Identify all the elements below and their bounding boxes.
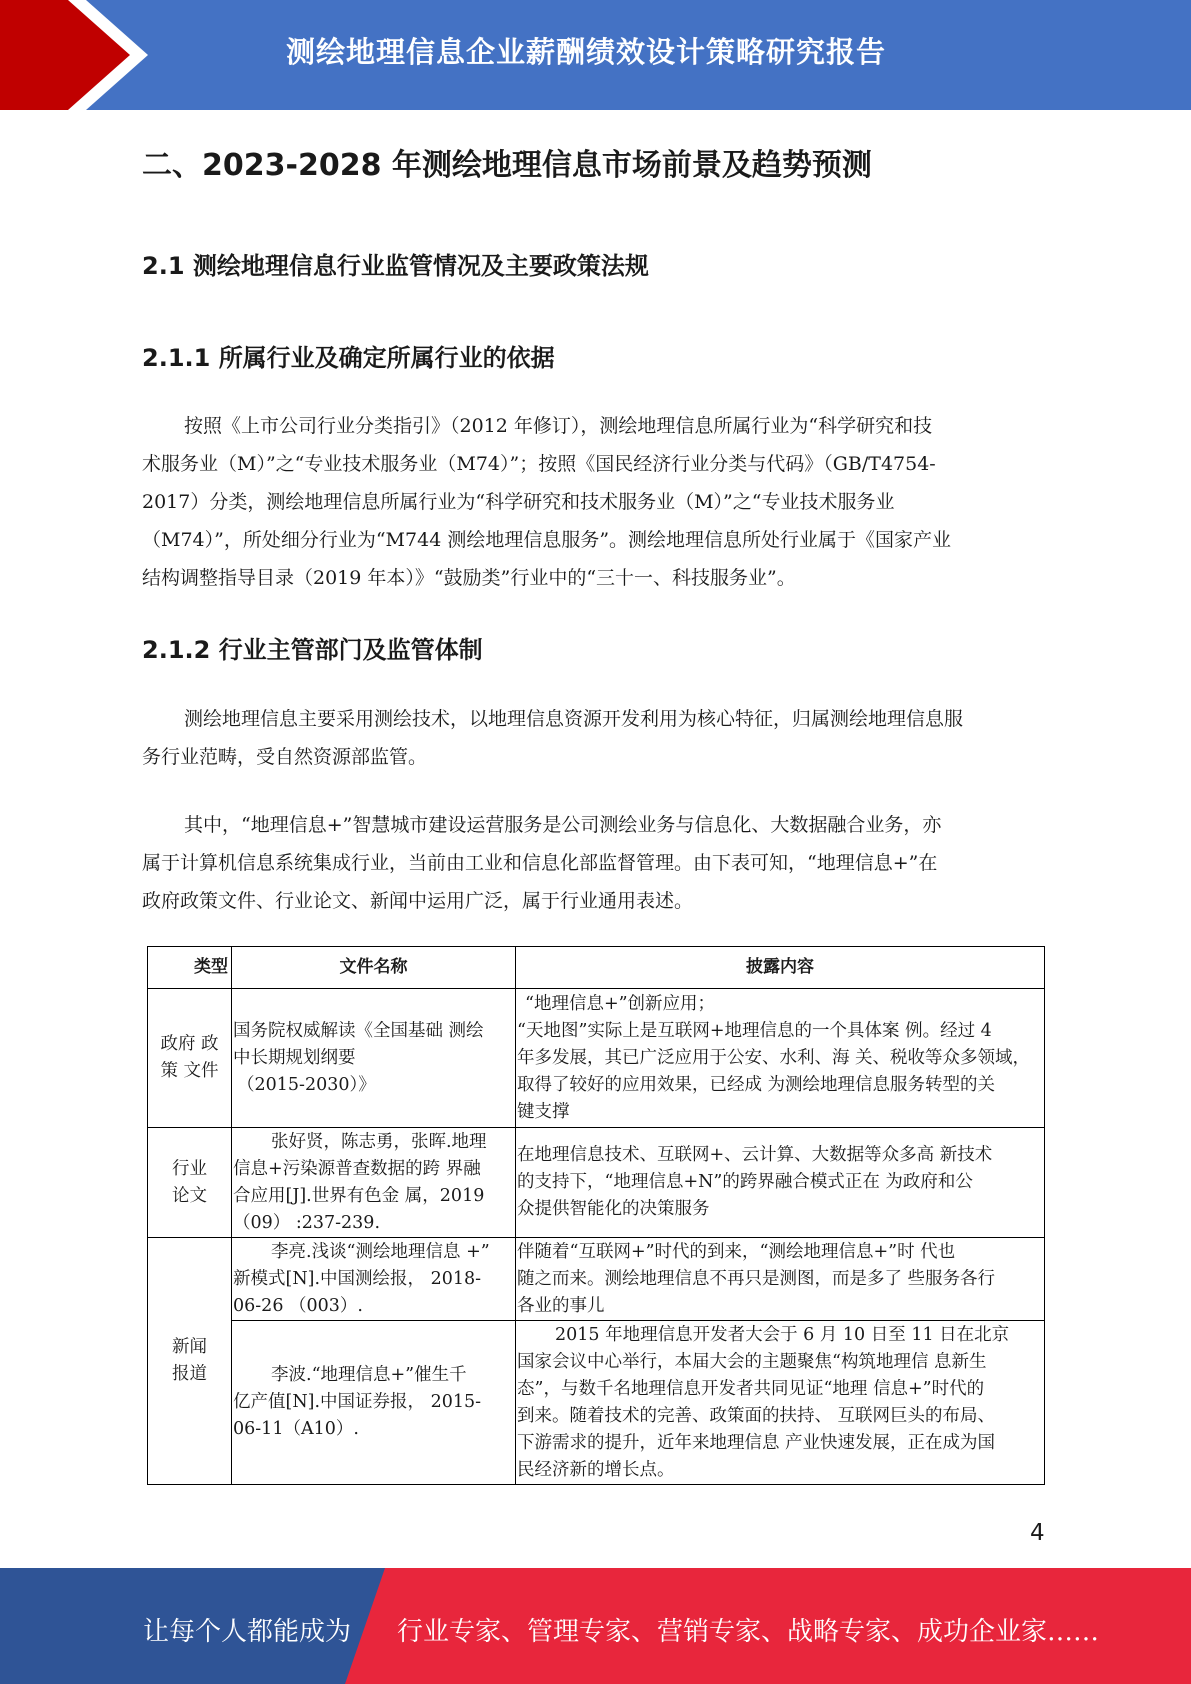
section-heading-2-1-2: 2.1.2 行业主管部门及监管体制	[142, 636, 483, 664]
footer-slogan-left: 让每个人都能成为	[143, 1617, 352, 1647]
cell-line: “地理信息+”创新应用；	[525, 993, 716, 1014]
cell-line: 信息+污染源普查数据的跨 界融	[233, 1158, 481, 1179]
paragraph-line: 其中，“地理信息+”智慧城市建设运营服务是公司测绘业务与信息化、大数据融合业务，亦	[184, 814, 942, 836]
footer-slogan-right: 行业专家、管理专家、营销专家、战略专家、成功企业家……	[397, 1617, 1100, 1647]
report-header	[0, 0, 1191, 110]
cell-line: （2015-2030）》	[237, 1074, 376, 1095]
paragraph-line: 按照《上市公司行业分类指引》（2012 年修订），测绘地理信息所属行业为“科学研究和技	[184, 415, 933, 437]
page-number: 4	[1030, 1520, 1045, 1546]
cell-line: 众提供智能化的决策服务	[517, 1199, 710, 1219]
paragraph-line: 务行业范畴，受自然资源部监管。	[142, 746, 428, 768]
table-row	[148, 989, 1045, 1128]
chapter-heading: 二、2023-2028 年测绘地理信息市场前景及趋势预测	[142, 148, 872, 183]
cell-line: 到来。随着技术的完善、政策面的扶持、 互联网巨头的布局、	[517, 1405, 996, 1426]
cell-line: 合应用[J].世界有色金 属，2019	[233, 1185, 485, 1206]
cell-line: 报道	[172, 1364, 207, 1384]
cell-line: 新闻	[172, 1337, 207, 1357]
paragraph-line: 结构调整指导目录（2019 年本）》“鼓励类”行业中的“三十一、科技服务业”。	[142, 567, 796, 589]
cell-line: 新模式[N].中国测绘报， 2018-	[233, 1268, 482, 1289]
paragraph-line: 政府政策文件、行业论文、新闻中运用广泛，属于行业通用表述。	[142, 890, 694, 912]
cell-line: 的支持下，“地理信息+N”的跨界融合模式正在 为政府和公	[517, 1172, 973, 1192]
paragraph-line: 2017）分类，测绘地理信息所属行业为“科学研究和技术服务业（M）”之“专业技术服务业	[142, 491, 895, 513]
section-heading-2-1-1: 2.1.1 所属行业及确定所属行业的依据	[142, 344, 555, 372]
table-cell-type	[148, 1238, 232, 1485]
cell-line: 李波.“地理信息+”催生千	[271, 1365, 467, 1385]
cell-line: 年多发展，其已广泛应用于公安、水利、海 关、税收等众多领域，	[517, 1047, 1031, 1068]
cell-line: 态”，与数千名地理信息开发者共同见证“地理 信息+”时代的	[517, 1378, 985, 1399]
table-row	[148, 1321, 1045, 1485]
table-cell-type	[148, 989, 232, 1128]
cell-line: 李亮.浅谈“测绘地理信息 +”	[271, 1241, 490, 1262]
table-row	[148, 1238, 1045, 1321]
table-header-row	[148, 947, 1045, 989]
report-footer	[0, 1568, 1191, 1684]
section-heading-2-1: 2.1 测绘地理信息行业监管情况及主要政策法规	[142, 252, 649, 280]
cell-line: 张好贤，陈志勇，张晖.地理	[271, 1131, 487, 1152]
cell-line: 2015 年地理信息开发者大会于 6 月 10 日至 11 日在北京	[555, 1324, 1010, 1345]
cell-line: 取得了较好的应用效果，已经成 为测绘地理信息服务转型的关	[517, 1074, 996, 1095]
supervision-paragraph	[142, 700, 1046, 776]
paragraph-line: （M74）”，所处细分行业为“M744 测绘地理信息服务”。测绘地理信息所处行业属于《国家产业	[142, 529, 952, 551]
geo-info-plus-paragraph	[142, 806, 1046, 920]
report-title: 测绘地理信息企业薪酬绩效设计策略研究报告	[286, 35, 887, 69]
cell-line: 中长期规划纲要	[233, 1047, 356, 1068]
paragraph-line: 术服务业（M）”之“专业技术服务业（M74）”；按照《国民经济行业分类与代码》（GB/T4754-	[142, 453, 936, 475]
table-cell-doc	[232, 1238, 516, 1321]
table-cell-type	[148, 1128, 232, 1238]
cell-line: 06-26 （003）.	[233, 1295, 363, 1316]
cell-line: （09） :237-239.	[233, 1212, 381, 1233]
table-cell-content	[516, 989, 1045, 1128]
table-cell-doc	[232, 1128, 516, 1238]
cell-line: 伴随着“互联网+”时代的到来，“测绘地理信息+”时 代也	[517, 1241, 956, 1262]
table-cell-doc	[232, 1321, 516, 1485]
industry-classification-paragraph	[142, 407, 1046, 597]
cell-line: 在地理信息技术、互联网+、云计算、大数据等众多高 新技术	[517, 1145, 993, 1165]
cell-line: 政府 政	[160, 1034, 219, 1054]
table-cell-content	[516, 1238, 1045, 1321]
cell-line: 民经济新的增长点。	[517, 1459, 675, 1480]
cell-line: 国务院权威解读《全国基础 测绘	[233, 1020, 484, 1041]
cell-line: 06-11（A10）.	[233, 1419, 359, 1439]
cell-line: 论文	[172, 1185, 207, 1206]
paragraph-line: 属于计算机信息系统集成行业，当前由工业和信息化部监督管理。由下表可知，“地理信息+”在	[142, 852, 938, 874]
paragraph-line: 测绘地理信息主要采用测绘技术，以地理信息资源开发利用为核心特征，归属测绘地理信息服	[184, 708, 964, 730]
table-header-type: 类型	[148, 947, 232, 989]
cell-line: 国家会议中心举行，本届大会的主题聚焦“构筑地理信 息新生	[517, 1351, 987, 1372]
table-cell-doc	[232, 989, 516, 1128]
cell-line: 策 文件	[160, 1061, 219, 1081]
cell-line: 亿产值[N].中国证券报， 2015-	[233, 1392, 482, 1412]
cell-line: 行业	[172, 1158, 207, 1179]
header-arrow-decoration	[0, 0, 160, 110]
table-header-content: 披露内容	[516, 947, 1045, 989]
cell-line: 随之而来。测绘地理信息不再只是测图，而是多了 些服务各行	[517, 1268, 996, 1289]
cell-line: 键支撑	[517, 1101, 570, 1122]
geo-info-usage-table	[147, 946, 1045, 1485]
cell-line: “天地图”实际上是互联网+地理信息的一个具体案 例。经过 4	[517, 1020, 992, 1041]
table-header-doc: 文件名称	[232, 947, 516, 989]
cell-line: 各业的事儿	[517, 1295, 605, 1316]
table-cell-content	[516, 1128, 1045, 1238]
cell-line: 下游需求的提升，近年来地理信息 产业快速发展，正在成为国	[517, 1432, 996, 1453]
table-cell-content	[516, 1321, 1045, 1485]
table-row	[148, 1128, 1045, 1238]
